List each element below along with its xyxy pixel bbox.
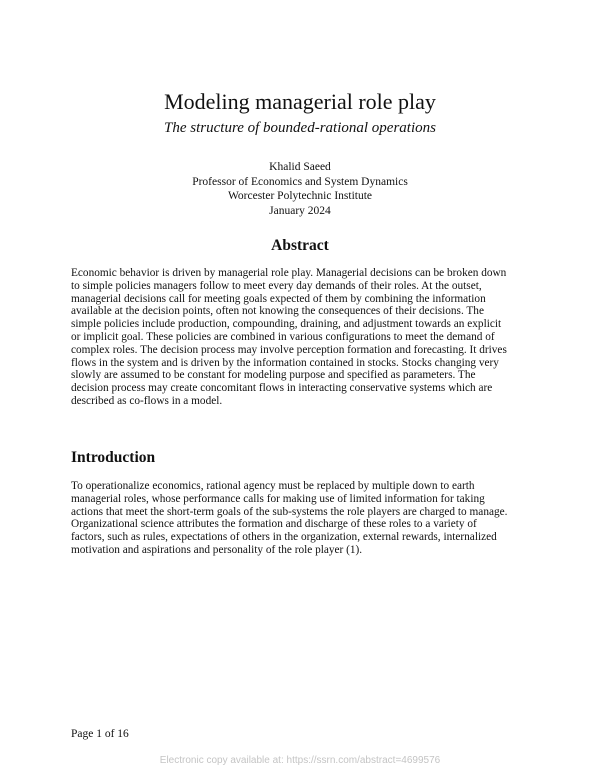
author-name: Khalid Saeed xyxy=(269,161,331,173)
introduction-paragraph xyxy=(71,480,541,557)
abstract-line: complex roles. The decision process may involve perception formation and forecasting. It drives xyxy=(71,343,507,356)
abstract-line: available at the decision points, often not knowing the consequences of their decisions. The xyxy=(71,305,484,318)
abstract-line: described as co-flows in a model. xyxy=(71,394,223,407)
paper-date: January 2024 xyxy=(269,204,331,217)
paper-subtitle: The structure of bounded-rational operations xyxy=(164,120,436,136)
page-number: Page 1 of 16 xyxy=(71,728,129,740)
abstract-line: to simple policies managers follow to meet every day demands of their roles. At the outset, xyxy=(71,279,482,292)
introduction-line: actions that meet the short-term goals of the sub-systems the role players are charged to manage. xyxy=(71,505,508,518)
introduction-heading: Introduction xyxy=(71,449,156,466)
abstract-paragraph xyxy=(71,267,541,408)
abstract-line: managerial decisions call for meeting goals expected of them by combining the information xyxy=(71,292,486,305)
abstract-heading: Abstract xyxy=(271,237,329,254)
author-position: Professor of Economics and System Dynamics xyxy=(192,175,408,188)
abstract-line: flows in the system and is driven by the information contained in stocks. Stocks changing very xyxy=(71,356,499,369)
author-block xyxy=(0,160,600,218)
abstract-line: simple policies include production, compounding, draining, and adjustment towards an explicit xyxy=(71,318,502,331)
abstract-line: or implicit goal. These policies are combined in various configurations to meet the demand of xyxy=(71,330,495,343)
introduction-line: managerial roles, whose performance calls for making use of limited information for taking xyxy=(71,492,485,505)
introduction-line: motivation and aspirations and personality of the role player (1). xyxy=(71,543,363,556)
paper-title: Modeling managerial role play xyxy=(164,89,436,114)
abstract-line: Economic behavior is driven by managerial role play. Managerial decisions can be broken down xyxy=(71,267,507,279)
ssrn-footer-note: Electronic copy available at: https://ssrn.com/abstract=4699576 xyxy=(159,755,441,766)
introduction-line: factors, such as rules, expectations of others in the organization, external rewards, internalized xyxy=(71,531,497,544)
introduction-line: Organizational science attributes the formation and discharge of these roles to a variety of xyxy=(71,518,477,531)
abstract-line: slowly are assumed to be constant for modeling purpose and specified as parameters. The xyxy=(71,369,476,382)
abstract-line: decision process may create concomitant flows in interacting conservative systems which are xyxy=(71,382,493,395)
introduction-line: To operationalize economics, rational agency must be replaced by multiple down to earth xyxy=(71,480,475,492)
author-institution: Worcester Polytechnic Institute xyxy=(227,190,373,202)
